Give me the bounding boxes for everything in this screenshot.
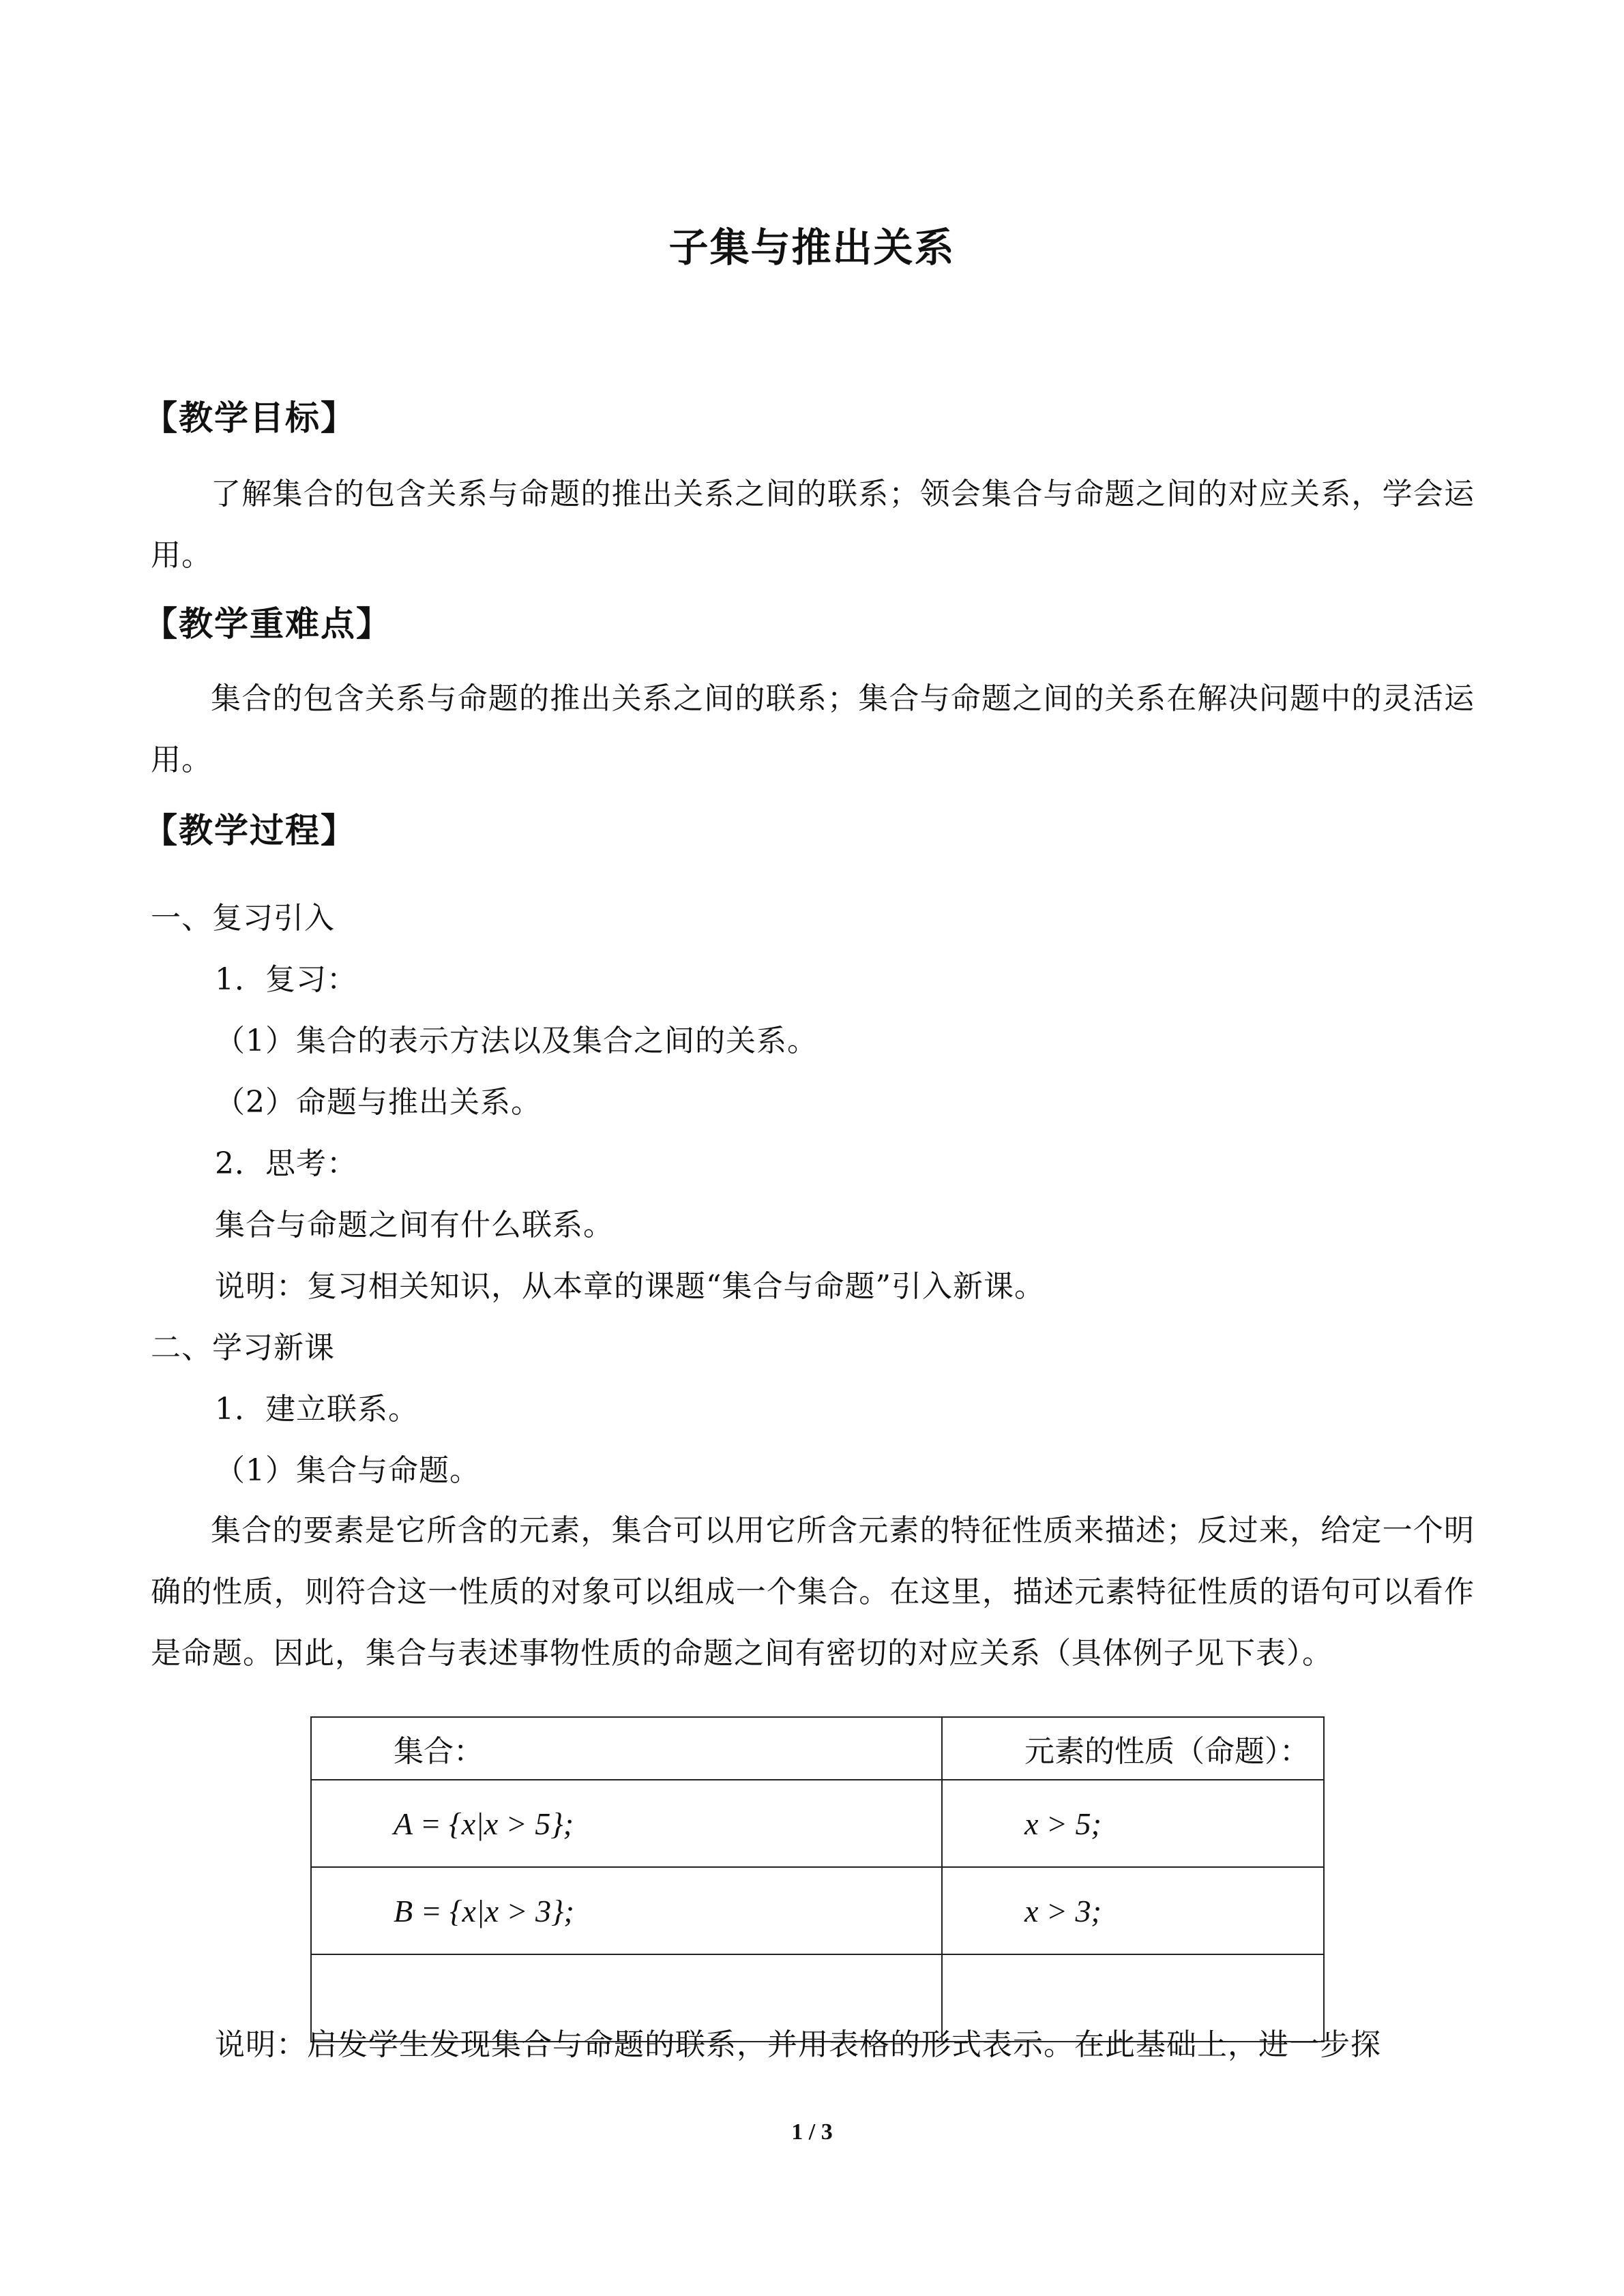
table-cell: B = {x|x > 3}; [311,1867,942,1954]
table-header-cell: 集合： [311,1717,942,1780]
table-row [311,1780,1324,1867]
table-row [311,1867,1324,1954]
document-title: 子集与推出关系 [668,224,956,271]
outline-line: （1）集合的表示方法以及集合之间的关系。 [215,1024,818,1058]
outline-line: 说明：复习相关知识，从本章的课题“集合与命题”引入新课。 [215,1269,1045,1304]
outline-line: 1．建立联系。 [215,1392,419,1427]
process-paragraph: 集合的要素是它所含的元素，集合可以用它所含元素的特征性质来描述；反过来，给定一个明确的性质，则符合这一性质的对象可以组成一个集合。在这里，描述元素特征性质的语句可以看作是命题。因此，集合与表述事物性质的命题之间有密切的对应关系（具体例子见下表）。 [151,1513,1475,1671]
outline-line: 一、复习引入 [151,901,335,936]
note-line: 说明：启发学生发现集合与命题的联系，并用表格的形式表示。在此基础上，进一步探 [215,2027,1381,2062]
outline-line: 1．复习： [215,962,357,997]
heading-objectives: 【教学目标】 [143,398,356,438]
outline-line: （2）命题与推出关系。 [215,1085,542,1120]
table-cell: A = {x|x > 5}; [311,1780,942,1867]
outline-line: 集合与命题之间有什么联系。 [215,1208,614,1242]
outline-line: （1）集合与命题。 [215,1453,480,1488]
objectives-text: 了解集合的包含关系与命题的推出关系之间的联系；领会集合与命题之间的对应关系，学会运用。 [151,477,1475,573]
heading-key-points: 【教学重难点】 [143,603,392,644]
table-cell: x > 5; [942,1780,1324,1867]
outline-line: 2．思考： [215,1146,357,1181]
page-number: 1 / 3 [791,2119,833,2145]
outline-line: 二、学习新课 [151,1330,335,1365]
key-points-text: 集合的包含关系与命题的推出关系之间的联系；集合与命题之间的关系在解决问题中的灵活运用。 [151,681,1475,777]
table-cell: x > 3; [942,1867,1324,1954]
table-header-cell: 元素的性质（命题）： [942,1717,1324,1780]
heading-process: 【教学过程】 [143,810,356,850]
set-proposition-table [310,1716,1325,2042]
table-header-row [311,1717,1324,1780]
